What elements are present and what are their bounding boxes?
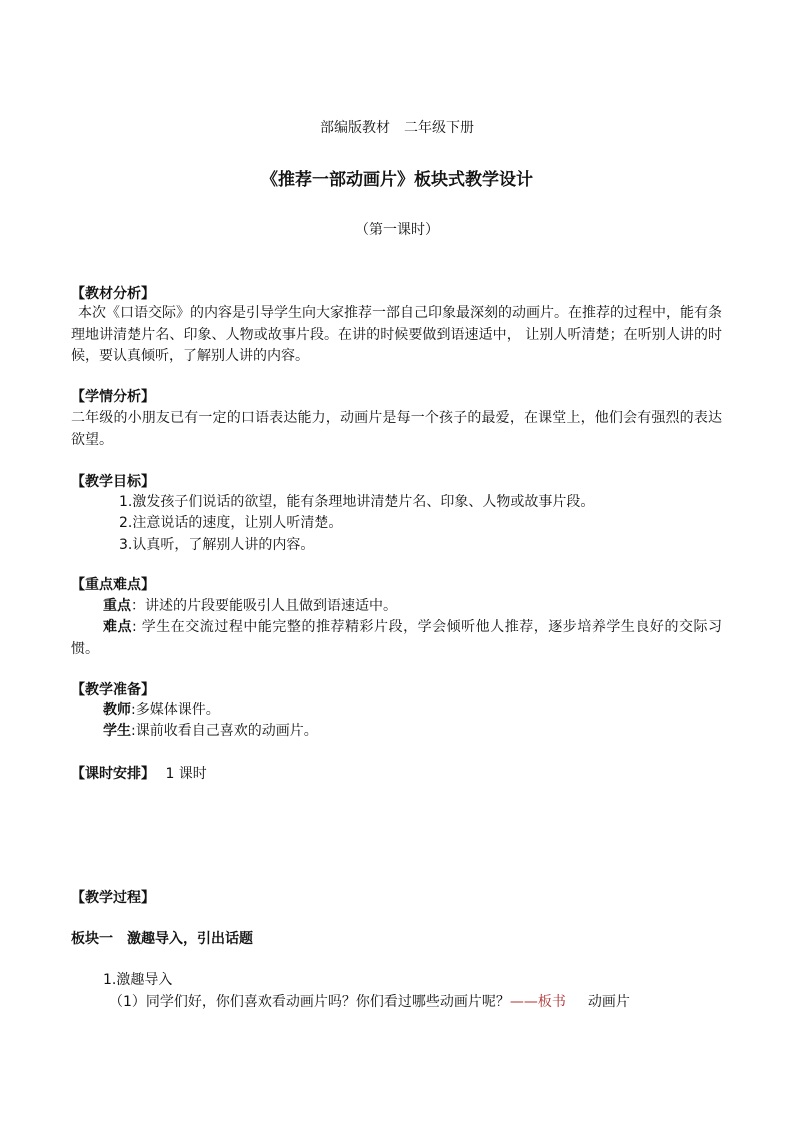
teaching-goals-heading: 【教学目标】 (71, 474, 155, 490)
teaching-goal-item: 3.认真听，了解别人讲的内容。 (119, 537, 315, 553)
key-points-heading: 【重点难点】 (71, 577, 155, 593)
board-word: 动画片 (587, 994, 630, 1010)
question-line (109, 992, 630, 1012)
teacher-label: 教师 (103, 702, 131, 718)
difficulty-label: 难点 (103, 619, 133, 635)
schedule-heading: 【课时安排】 (71, 766, 155, 782)
student-analysis-body: 二年级的小朋友已有一定的口语表达能力，动画片是每一个孩子的最爱，在课堂上，他们会有强烈的表达欲望。 (71, 410, 722, 448)
teaching-goal-item: 1.激发孩子们说话的欲望，能有条理地讲清楚片名、印象、人物或故事片段。 (119, 494, 595, 510)
student-prep-line (103, 721, 318, 741)
teacher-text: :多媒体课件。 (131, 702, 220, 718)
student-text: :课前收看自己喜欢的动画片。 (131, 723, 318, 739)
document-title: 《推荐一部动画片》板块式教学设计 (261, 170, 533, 190)
student-label: 学生 (103, 723, 131, 739)
schedule-line (71, 764, 207, 784)
step1-label: 1.激趣导入 (103, 972, 173, 988)
textbook-analysis-body: 本次《口语交际》的内容是引导学生向大家推荐一部自己印象最深刻的动画片。在推荐的过程中，能有条理地讲清楚片名、印象、人物或故事片段。在讲的时候要做到语速适中， 让别人听清楚；在听别人讲的时候，要认真倾听，了解别人讲的内容。 (71, 305, 722, 364)
process-heading: 【教学过程】 (71, 890, 155, 906)
difficulty-paragraph (71, 617, 722, 660)
preparation-heading: 【教学准备】 (71, 682, 155, 698)
teaching-goal-item: 2.注意说话的速度，让别人听清楚。 (119, 515, 343, 531)
focus-line (103, 596, 397, 616)
edition-line: 部编版教材 二年级下册 (320, 120, 474, 136)
block1-title: 板块一 激趣导入，引出话题 (71, 931, 253, 947)
schedule-value: 1 课时 (165, 766, 207, 782)
question-text: （1）同学们好，你们喜欢看动画片吗？你们看过哪些动画片呢？ (109, 994, 510, 1010)
teacher-prep-line (103, 700, 220, 720)
board-note: ——板书 (509, 994, 566, 1010)
textbook-analysis-heading: 【教材分析】 (71, 286, 155, 302)
lesson-label: （第一课时） (355, 222, 439, 238)
focus-text: ：讲述的片段要能吸引人且做到语速适中。 (131, 598, 397, 614)
difficulty-text: : 学生在交流过程中能完整的推荐精彩片段，学会倾听他人推荐，逐步培养学生良好的交际习惯。 (71, 619, 723, 657)
student-analysis-heading: 【学情分析】 (71, 389, 155, 405)
focus-label: 重点 (103, 598, 131, 614)
